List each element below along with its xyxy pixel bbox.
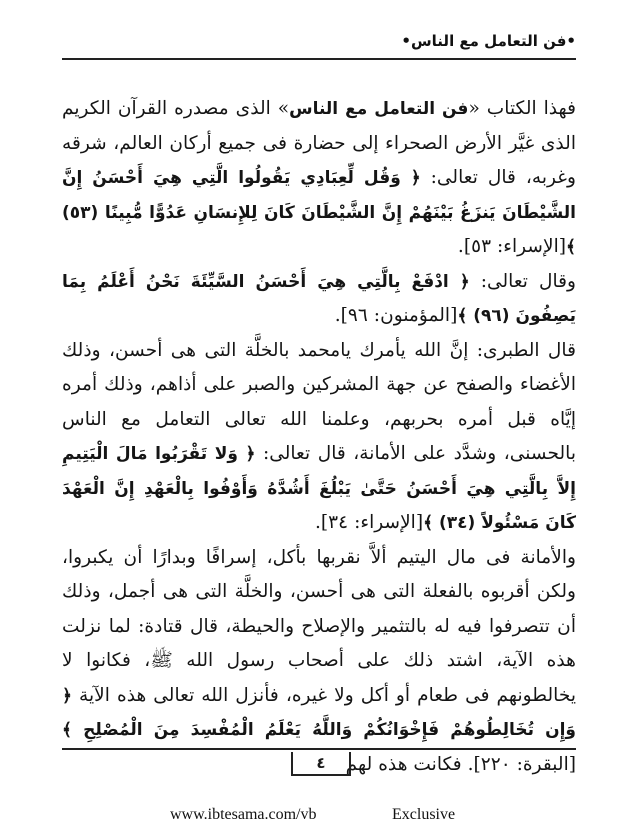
running-header: •فن التعامل مع الناس• xyxy=(401,32,576,50)
paragraph-1-text: » الذى مصدره القرآن الكريم الذى غيَّر الأرض الصحراء إلى حضارة فى جميع أركان العالم، شرقه وغربه، قال تعالى: xyxy=(62,98,576,188)
book-title-inline: فن التعامل مع الناس xyxy=(289,99,469,119)
verse-reference-isra-53: [الإسراء: ٥٣]. xyxy=(457,236,567,257)
quran-verse-muminun-96: ﴿ ادْفَعْ بِالَّتِي هِيَ أَحْسَنُ السَّيِّئَةَ نَحْنُ أَعْلَمُ بِمَا يَصِفُونَ (٩٦) ﴾ xyxy=(62,271,576,326)
page-body xyxy=(62,92,576,782)
footer-divider xyxy=(62,748,576,750)
paragraph-4 xyxy=(62,541,576,783)
paragraph-3 xyxy=(62,334,576,541)
quran-verse-isra-53: ﴿ وَقُل لِّعِبَادِي يَقُولُوا الَّتِي هِيَ أَحْسَنُ إِنَّ الشَّيْطَانَ يَنزَغُ بَيْنَهُمْ إِنَّ الشَّيْطَانَ كَانَ لِلإِنسَانِ عَدُوًّا مُّبِينًا (٥٣) ﴾ xyxy=(62,168,576,257)
paragraph-4-text: والأمانة فى مال اليتيم ألاَّ نقربها بأكل، إسرافًا وبدارًا أن يكبروا، ولكن أقربوه بالفعلة التى هى أحسن، والخلَّة التى هى أجمل، وذلك أن تتصرفوا فيه له بالتثمير والإصلاح والحيطة، قال قتادة: لما نزلت هذه الآية، اشتد ذلك على أصحاب رسول الله ﷺ، فكانوا لا يخالطونهم فى طعام أو أكل ولا غيره، فأنزل الله تعالى هذه الآية xyxy=(62,546,576,706)
exclusive-label: Exclusive xyxy=(392,806,456,823)
paragraph-2-intro: وقال تعالى: xyxy=(469,270,577,292)
verse-reference-baqara-220: [البقرة: ٢٢٠]. فكانت هذه لهم xyxy=(345,753,576,775)
paragraph-3-text: قال الطبرى: إنَّ الله يأمرك يامحمد بالخلَّة التى هى أحسن، وذلك الأغضاء والصفح عن جهة المشركين والصبر على أذاهم، وذلك أمره إيَّاه قبل أمره بحربهم، وعلمنا الله تعالى التعامل مع الناس بالحسنى، وشدَّد على الأمانة، قال تعالى: xyxy=(62,339,576,464)
page-number: ٤ xyxy=(291,752,351,776)
paragraph-1 xyxy=(62,92,576,265)
paragraph-2 xyxy=(62,265,576,334)
verse-reference-muminun-96: [المؤمنون: ٩٦]. xyxy=(334,305,458,326)
quran-verse-isra-34: ﴿ وَلا تَقْرَبُوا مَالَ الْيَتِيمِ إِلاَّ بِالَّتِي هِيَ أَحْسَنُ حَتَّىٰ يَبْلُغَ أَشُدَّهُ وَأَوْفُوا بِالْعَهْدِ إِنَّ الْعَهْدَ كَانَ مَسْئُولاً (٣٤) ﴾ xyxy=(62,444,576,533)
source-url[interactable]: www.ibtesama.com/vb xyxy=(170,806,317,823)
paragraph-1-intro: فهذا الكتاب « xyxy=(468,98,576,119)
quran-verse-baqara-220: ﴿ وَإِن تُخَالِطُوهُمْ فَإِخْوَانُكُمْ وَاللَّهُ يَعْلَمُ الْمُفْسِدَ مِنَ الْمُصْلِحِ ﴾ xyxy=(62,685,576,740)
verse-reference-isra-34: [الإسراء: ٣٤]. xyxy=(315,512,424,533)
header-divider xyxy=(62,58,576,60)
